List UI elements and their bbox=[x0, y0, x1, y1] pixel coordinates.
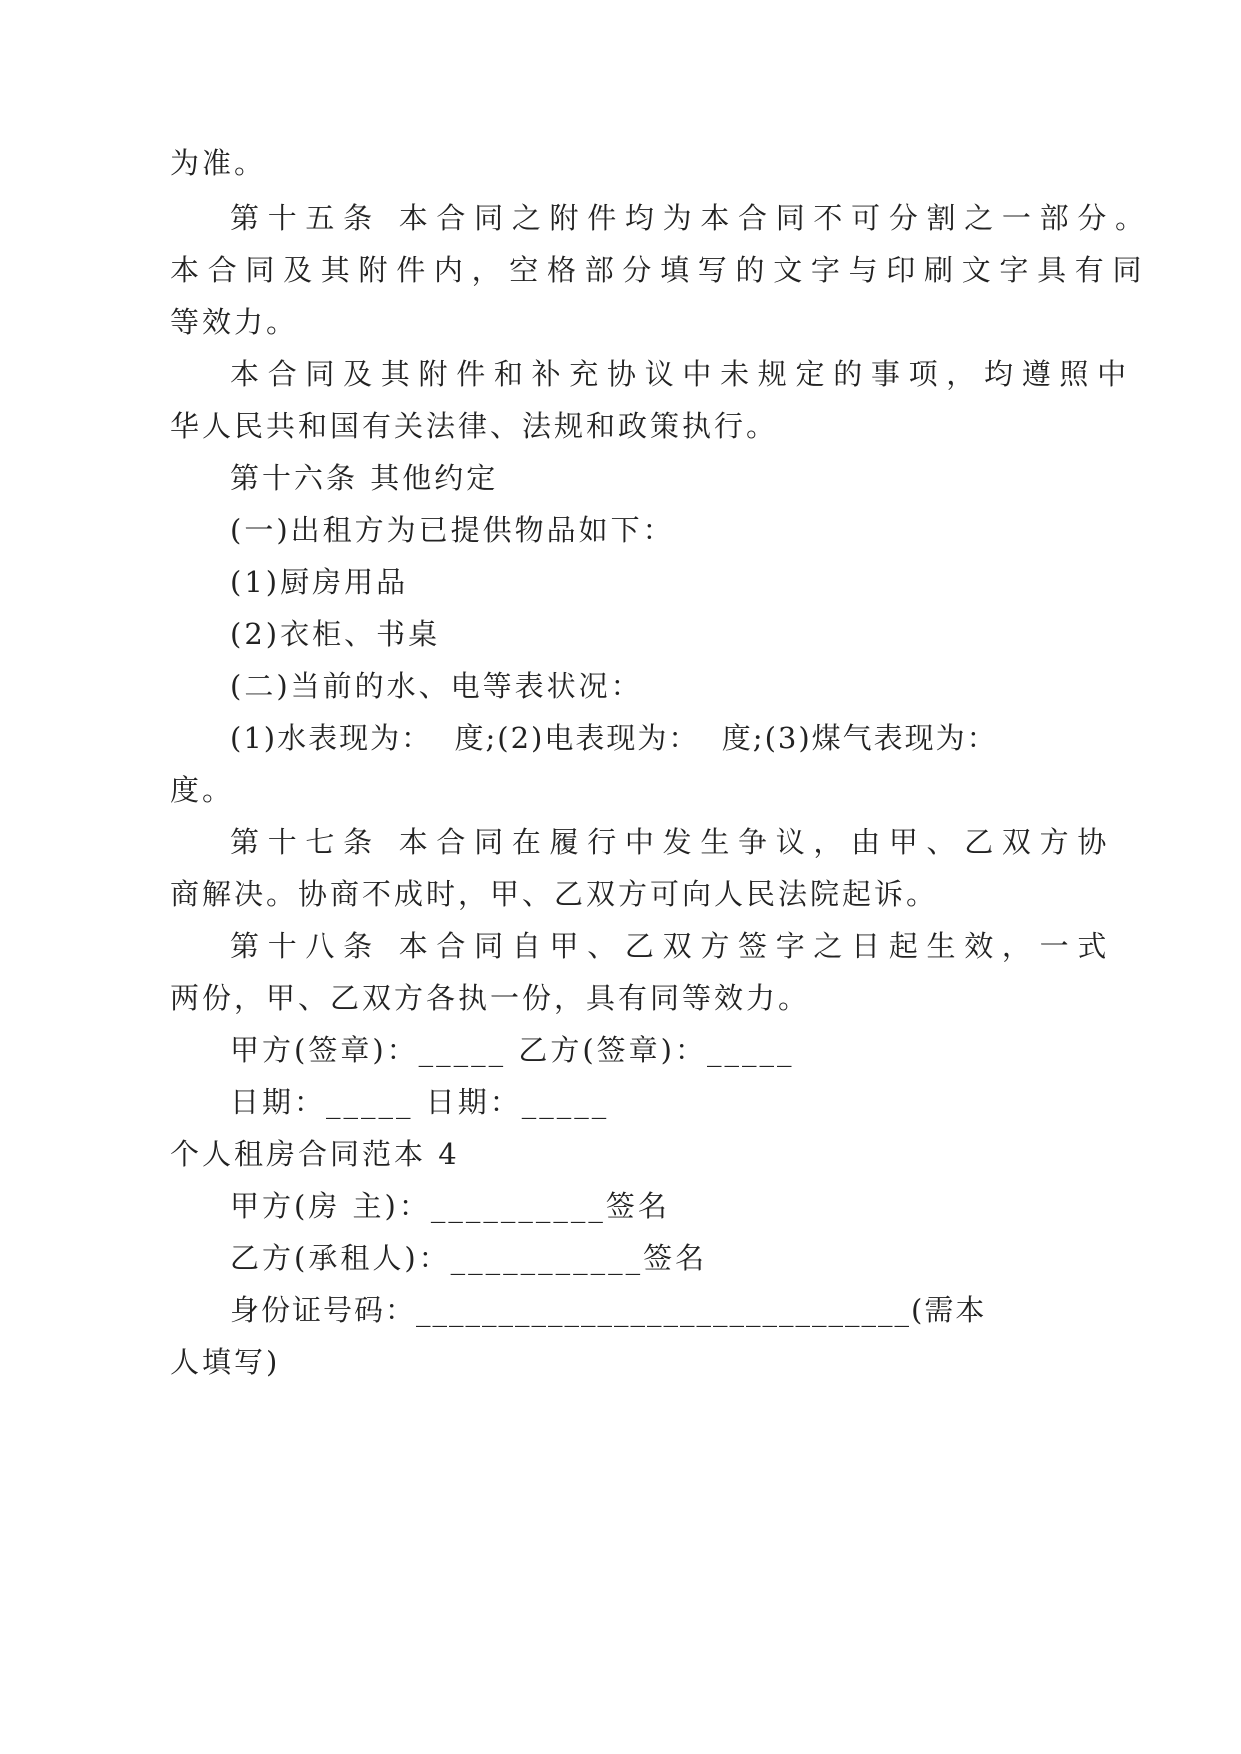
date-line: 日期：_____ 日期：_____ bbox=[230, 1085, 610, 1119]
party-a-line: 甲方(房 主)：__________签名 bbox=[230, 1189, 670, 1223]
text-line: 本合同及其附件和补充协议中未规定的事项，均遵照中 bbox=[230, 357, 1135, 391]
article-18-heading: 第十八条 本合同自甲、乙双方签字之日起生效，一式 bbox=[230, 929, 1116, 963]
article-16-heading: 第十六条 其他约定 bbox=[230, 461, 499, 495]
article-15-heading: 第十五条 本合同之附件均为本合同不可分割之一部分。 bbox=[230, 201, 1153, 235]
text-line: 两份，甲、乙双方各执一份，具有同等效力。 bbox=[170, 981, 811, 1015]
signature-line: 甲方(签章)：_____ 乙方(签章)：_____ bbox=[230, 1033, 795, 1067]
text-line: 华人民共和国有关法律、法规和政策执行。 bbox=[170, 409, 779, 443]
list-item: (二)当前的水、电等表状况： bbox=[230, 669, 643, 703]
list-item: (1)厨房用品 bbox=[230, 565, 409, 599]
meter-readings-line: (1)水表现为： 度;(2)电表现为： 度;(3)煤气表现为： bbox=[230, 721, 998, 755]
section-title: 个人租房合同范本 4 bbox=[170, 1137, 460, 1171]
list-item: (一)出租方为已提供物品如下： bbox=[230, 513, 675, 547]
article-17-heading: 第十七条 本合同在履行中发生争议，由甲、乙双方协 bbox=[230, 825, 1116, 859]
text-line: 为准。 bbox=[170, 146, 267, 180]
text-line: 度。 bbox=[170, 773, 235, 807]
text-line: 商解决。协商不成时，甲、乙双方可向人民法院起诉。 bbox=[170, 877, 939, 911]
text-line: 本合同及其附件内，空格部分填写的文字与印刷文字具有同 bbox=[170, 253, 1151, 287]
party-b-line: 乙方(承租人)：___________签名 bbox=[230, 1241, 708, 1275]
list-item: (2)衣柜、书桌 bbox=[230, 617, 441, 651]
id-number-line: 身份证号码：______________________________(需本 bbox=[230, 1293, 987, 1327]
text-line: 等效力。 bbox=[170, 305, 299, 339]
text-line: 人填写) bbox=[170, 1345, 281, 1379]
